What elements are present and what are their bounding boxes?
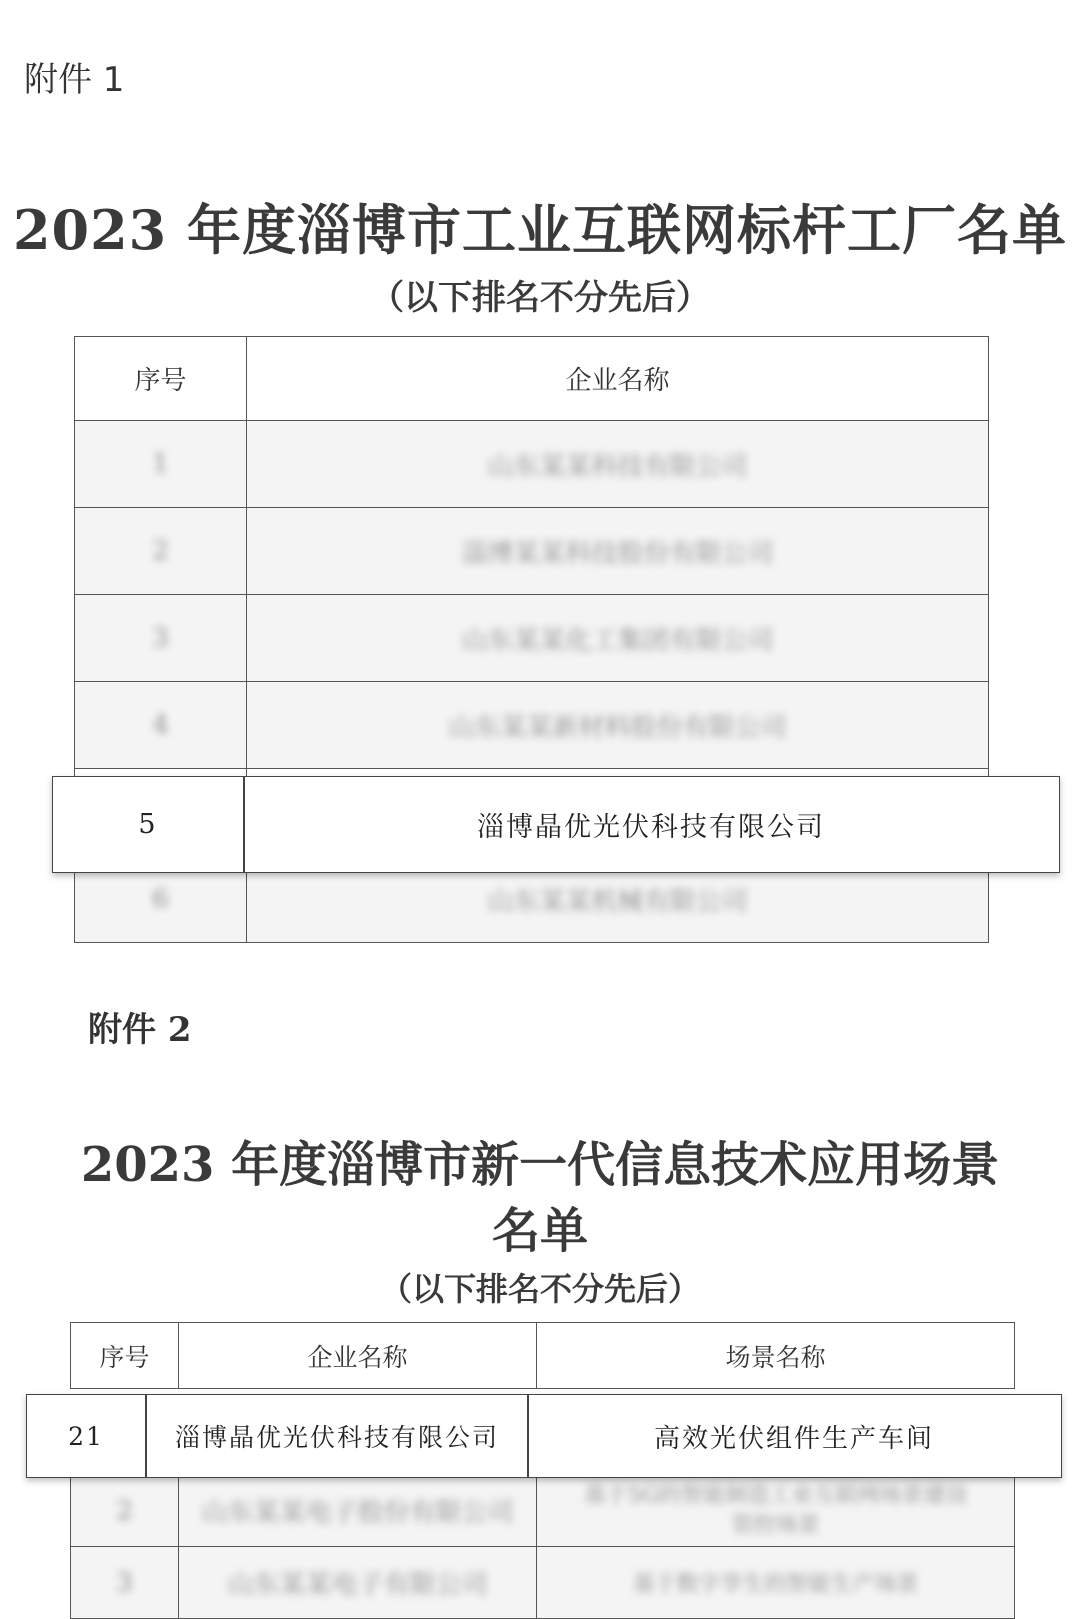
attachment-label-1: 附件 1 — [24, 60, 125, 100]
row-company: 山东某某新材料股份有限公司 — [448, 712, 787, 743]
scene-list-table-body — [70, 1474, 1015, 1619]
row-scene-line2: 管控场景 — [731, 1512, 820, 1538]
row-no: 1 — [152, 449, 169, 479]
header-scene: 场景名称 — [537, 1323, 1015, 1389]
table-row — [75, 508, 989, 595]
highlight-row-no: 5 — [138, 809, 158, 840]
row-no: 3 — [152, 623, 169, 653]
highlight-row-no: 21 — [68, 1421, 104, 1451]
header-company: 企业名称 — [247, 337, 989, 421]
document-title-1: 2023 年度淄博市工业互联网标杆工厂名单 — [12, 198, 1068, 262]
highlight-row-scene: 高效光伏组件生产车间 — [653, 1423, 934, 1454]
row-no: 2 — [116, 1495, 133, 1526]
table-row — [71, 1547, 1015, 1619]
row-no: 4 — [152, 710, 169, 740]
header-company: 企业名称 — [179, 1323, 537, 1389]
document-title-2: 2023 年度淄博市新一代信息技术应用场景 — [80, 1137, 1000, 1193]
row-no: 3 — [116, 1567, 133, 1598]
table-row — [75, 421, 989, 508]
highlight-row-1 — [52, 776, 1060, 873]
header-no: 序号 — [75, 337, 247, 421]
row-company: 山东某某科技有限公司 — [487, 451, 748, 482]
attachment-label-2: 附件 2 — [88, 1010, 192, 1050]
row-company: 山东某某化工集团有限公司 — [461, 625, 774, 656]
row-company: 山东某某电子有限公司 — [227, 1570, 488, 1600]
table-header-row — [71, 1323, 1015, 1389]
row-scene: 基于数字孪生的智能生产场景 — [632, 1572, 919, 1597]
row-no: 2 — [152, 536, 169, 566]
table-row — [71, 1475, 1015, 1547]
highlight-row-company: 淄博晶优光伏科技有限公司 — [477, 812, 825, 843]
document-title-2-line2: 名单 — [491, 1203, 588, 1259]
row-no: 6 — [152, 884, 169, 914]
highlight-row-2 — [26, 1394, 1062, 1478]
table-header-row — [75, 337, 989, 421]
row-scene: 基于5G的智能制造工业互联网场景建设 — [583, 1482, 968, 1508]
row-company: 淄博某某科技股份有限公司 — [461, 538, 774, 569]
header-no: 序号 — [71, 1323, 179, 1389]
highlight-row-company: 淄博晶优光伏科技有限公司 — [174, 1423, 499, 1452]
document-subtitle-1: （以下排名不分先后） — [370, 278, 710, 318]
document-subtitle-2: （以下排名不分先后） — [379, 1270, 700, 1308]
row-company: 山东某某电子股份有限公司 — [201, 1498, 514, 1528]
table-row — [75, 682, 989, 769]
table-row — [75, 595, 989, 682]
row-company: 山东某某机械有限公司 — [487, 886, 748, 917]
scene-list-table-header — [70, 1322, 1015, 1389]
